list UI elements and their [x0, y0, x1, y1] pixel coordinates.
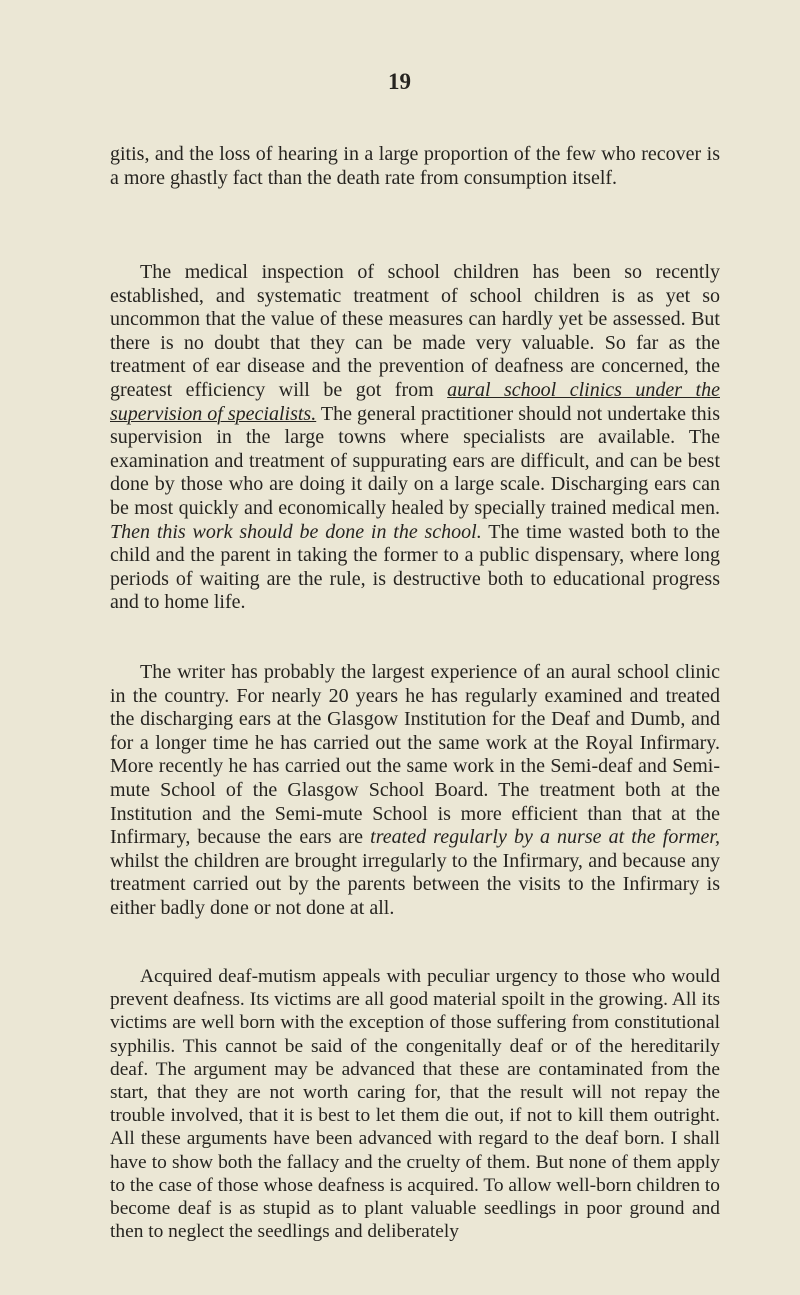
- emphasis-aural-school-clinics: aural school clinics under the supervision of specialists.: [110, 378, 720, 425]
- paragraph-3: [110, 661, 720, 921]
- paragraph-2: [110, 261, 720, 615]
- emphasis-treated-regularly: treated regularly by a nurse at the former,: [370, 826, 721, 849]
- paragraph-acquired-deaf-mutism: [110, 965, 720, 1243]
- paragraph-writer-experience: [110, 661, 720, 921]
- paragraph-2-text-c: The time wasted both to the child and the parent in taking the former to a public dispensary, where long periods of waiting are the rule, is destructive both to educational progress and to home life.: [110, 520, 720, 614]
- page-number: 19: [388, 69, 411, 94]
- paragraph-3-text-a: The writer has probably the largest experience of an aural school clinic in the country. For nearly 20 years he has regularly examined and treated the discharging ears at the Glasgow Institution for the Deaf and Dumb, and for a longer time he has carried out the same work at the Royal Infirmary. More recently he has carried out the same work in the Semi-deaf and Semi-mute School of the Glasgow School Board. The treatment both at the Institution and the Semi-mute School is more efficient than that at the Infirmary, because the ears are: [110, 661, 720, 849]
- paragraph-1-text: gitis, and the loss of hearing in a large proportion of the few who recover is a more ghastly fact than the death rate from consumption itself.: [110, 143, 720, 189]
- paragraph-4-text: Acquired deaf-mutism appeals with peculiar urgency to those who would prevent deafness. Its victims are all good material spoilt in the growing. All its victims are well born with the exception of those suffering from constitutional syphilis. This cannot be said of the congenitally deaf or of the hereditarily deaf. The argument may be advanced that these are contaminated from the start, that they are not worth caring for, that the result will not repay the trouble involved, that it is best to let them die out, if not to kill them outright. All these arguments have been advanced with regard to the deaf born. I shall have to show both the fallacy and the cruelty of them. But none of them apply to the case of those whose deafness is acquired. To allow well-born children to become deaf is as stupid as to plant valuable seedlings in poor ground and then to neglect the seedlings and deliberately: [110, 966, 720, 1243]
- paragraph-medical-inspection: [110, 261, 720, 615]
- paragraph-4: [110, 965, 720, 1243]
- emphasis-work-in-school: Then this work should be done in the school.: [110, 520, 482, 543]
- paragraph-2-text-a: The medical inspection of school children has been so recently established, and systematic treatment of school children is as yet so uncommon that the value of these measures can hardly yet be assessed. But there is no doubt that they can be made very valuable. So far as the treatment of ear disease and the prevention of deafness are concerned, the greatest efficiency will be got from: [110, 261, 720, 401]
- paragraph-2-text-b: The general practitioner should not undertake this supervision in the large towns where specialists are available. The examination and treatment of suppurating ears are difficult, and can be best done by those who are doing it daily on a large scale. Discharging ears can be most quickly and economically healed by specially trained medical men.: [110, 402, 720, 519]
- paragraph-continuation: [110, 143, 720, 190]
- paragraph-1: [110, 143, 720, 190]
- paragraph-3-text-b: whilst the children are brought irregularly to the Infirmary, and because any treatment carried out by the parents between the visits to the Infirmary is either badly done or not done at all.: [110, 849, 720, 919]
